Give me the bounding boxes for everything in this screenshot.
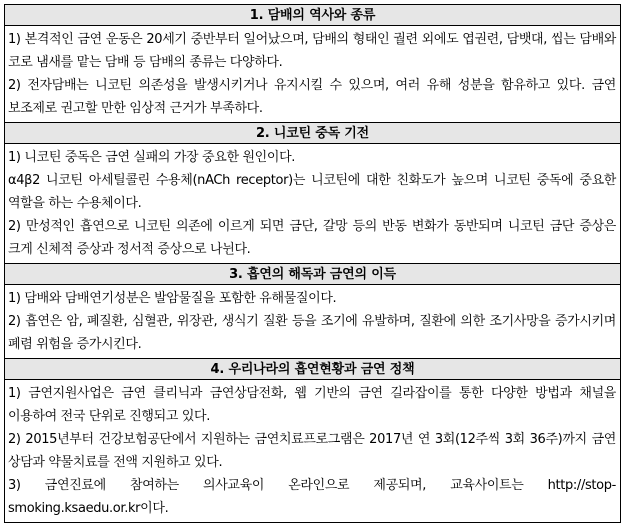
section-body [5,380,620,522]
paragraph: 1) 니코틴 중독은 금연 실패의 가장 중요한 원인이다. [8,150,296,165]
section-harms-benefits [5,264,620,359]
paragraph: 1) 담배와 담배연기성분은 발암물질을 포함한 유해물질이다. [8,291,337,306]
section-history [5,5,620,123]
section-body [5,285,620,359]
paragraph: α4β2 니코틴 아세틸콜린 수용체(nACh receptor)는 니코틴에 대한 친화도가 높으며 니코틴 중독에 중요한 역할을 하는 수용체이다. [8,173,616,211]
section-nicotine-addiction [5,123,620,264]
section-body [5,144,620,264]
paragraph: 2) 전자담배는 니코틴 의존성을 발생시키거나 유지시킬 수 있으며, 여러 유해 성분을 함유하고 있다. 금연 보조제로 권고할 만한 임상적 근거가 부족하다. [8,78,616,116]
section-title: 3. 흡연의 해독과 금연의 이득 [5,264,620,285]
section-body [5,26,620,123]
paragraph: 3) 금연진료에 참여하는 의사교육이 온라인으로 제공되며, 교육사이트는 http://stop-smoking.ksaedu.or.kr이다. [8,478,616,516]
paragraph: 1) 금연지원사업은 금연 클리닉과 금연상담전화, 웹 기반의 금연 길라잡이를 통한 다양한 방법과 채널을 이용하여 전국 단위로 진행되고 있다. [8,386,616,424]
paragraph: 2) 만성적인 흡연으로 니코틴 의존에 이르게 되면 금단, 갈망 등의 반동 변화가 동반되며 니코틴 금단 증상은 크게 신체적 증상과 정서적 증상으로 나뉜다. [8,219,616,257]
section-policy [5,359,620,522]
paragraph: 2) 흡연은 암, 폐질환, 심혈관, 위장관, 생식기 질환 등을 조기에 유발하며, 질환에 의한 조기사망을 증가시키며 폐렴 위험을 증가시킨다. [8,314,616,352]
section-title: 1. 담배의 역사와 종류 [5,5,620,26]
section-title: 4. 우리나라의 흡연현황과 금연 정책 [5,359,620,380]
paragraph: 1) 본격적인 금연 운동은 20세기 중반부터 일어났으며, 담배의 형태인 궐련 외에도 엽권련, 담뱃대, 씹는 담배와 코로 냄새를 맡는 담배 등 담배의 종류는 다양하다. [8,32,616,70]
section-title: 2. 니코틴 중독 기전 [5,123,620,144]
summary-table [4,4,621,523]
paragraph: 2) 2015년부터 건강보험공단에서 지원하는 금연치료프로그램은 2017년 연 3회(12주씩 3회 36주)까지 금연 상담과 약물치료를 전액 지원하고 있다. [8,432,616,470]
